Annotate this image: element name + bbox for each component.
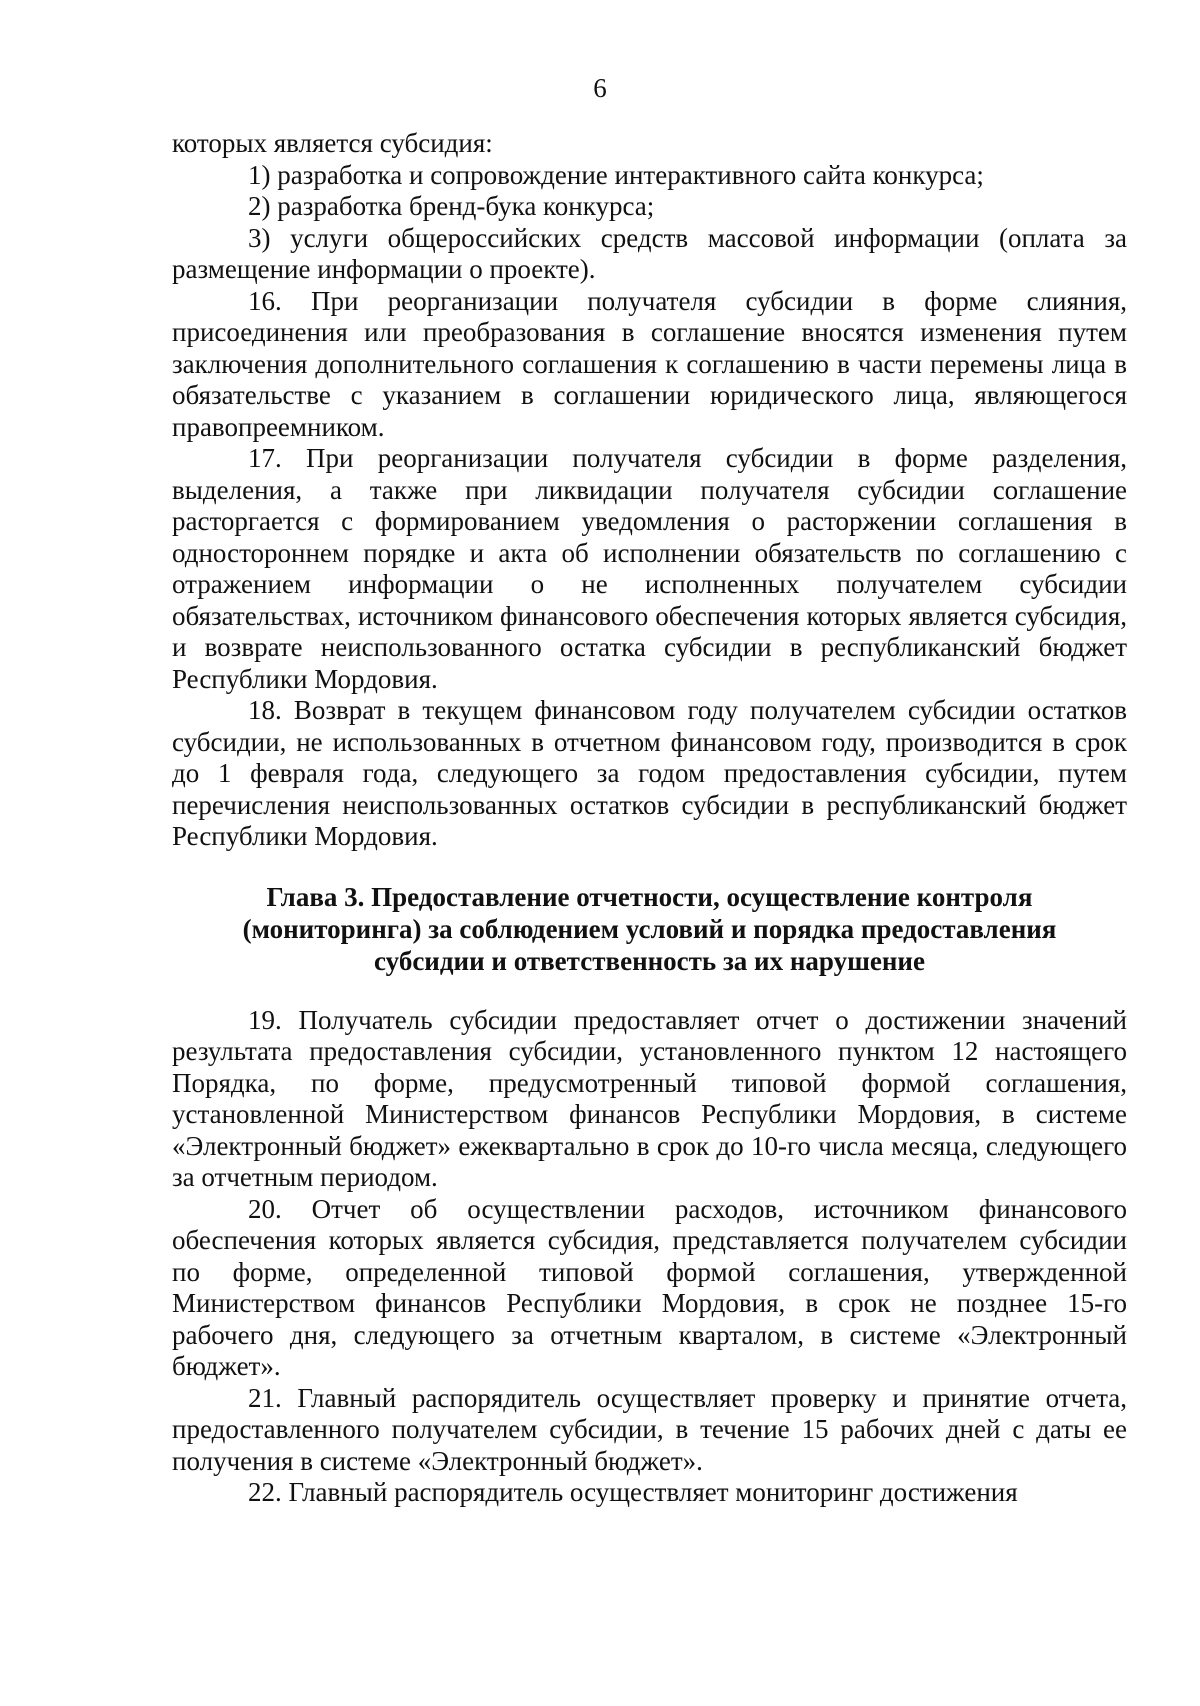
document-body <box>172 128 1127 1509</box>
paragraph-p3: 3) услуги общероссийских средств массовой информации (оплата за размещение информации о проекте). <box>172 222 1127 284</box>
paragraph-p22: 22. Главный распорядитель осуществляет мониторинг достижения <box>248 1477 1018 1507</box>
paragraph-p21: 21. Главный распорядитель осуществляет проверку и принятие отчета, предоставленного получателем субсидии, в течение 15 рабочих дней с даты ее получения в системе «Электронный бюджет». <box>172 1382 1127 1476</box>
section-paragraphs-top <box>172 128 1127 853</box>
paragraph-p16: 16. При реорганизации получателя субсидии в форме слияния, присоединения или преобразования в соглашение вносятся изменения путем заключения дополнительного соглашения к соглашению в части перемены лица в обязательстве с указанием в соглашении юридического лица, являющегося правопреемником. <box>172 285 1127 442</box>
paragraph-p20: 20. Отчет об осуществлении расходов, источником финансового обеспечения которых является субсидия, представляется получателем субсидии по форме, определенной типовой формой соглашения, утвержденной Министерством финансов Республики Мордовия, в срок не позднее 15-го рабочего дня, следующего за отчетным кварталом, в системе «Электронный бюджет». <box>172 1193 1127 1381</box>
paragraph-p18: 18. Возврат в текущем финансовом году получателем субсидии остатков субсидии, не использованных в отчетном финансовом году, производится в срок до 1 февраля года, следующего за годом предоставления субсидии, путем перечисления неиспользованных остатков субсидии в республиканский бюджет Республики Мордовия. <box>172 695 1127 851</box>
page-number: 6 <box>593 73 607 103</box>
chapter-heading: Глава 3. Предоставление отчетности, осуществление контроля (мониторинга) за соблюдением условий и порядка предоставления субсидии и ответственность за их нарушение <box>242 881 1057 976</box>
paragraph-p0: которых является субсидия: <box>172 128 493 158</box>
paragraph-p2: 2) разработка бренд-бука конкурса; <box>248 191 655 221</box>
section-paragraphs-bottom <box>172 1005 1127 1509</box>
paragraph-p17: 17. При реорганизации получателя субсидии в форме разделения, выделения, а также при ликвидации получателя субсидии соглашение расторгается с формированием уведомления о расторжении соглашения в одностороннем порядке и акта об исполнении обязательств по соглашению с отражением информации о не исполненных получателем субсидии обязательствах, источником финансового обеспечения которых является субсидия, и возврате неиспользованного остатка субсидии в республиканский бюджет Республики Мордовия. <box>172 443 1127 694</box>
paragraph-p1: 1) разработка и сопровождение интерактивного сайта конкурса; <box>248 159 984 190</box>
paragraph-p19: 19. Получатель субсидии предоставляет отчет о достижении значений результата предоставления субсидии, установленного пунктом 12 настоящего Порядка, по форме, предусмотренный типовой формой соглашения, установленной Министерством финансов Республики Мордовия, в системе «Электронный бюджет» ежеквартально в срок до 10-го числа месяца, следующего за отчетным периодом. <box>172 1004 1127 1192</box>
